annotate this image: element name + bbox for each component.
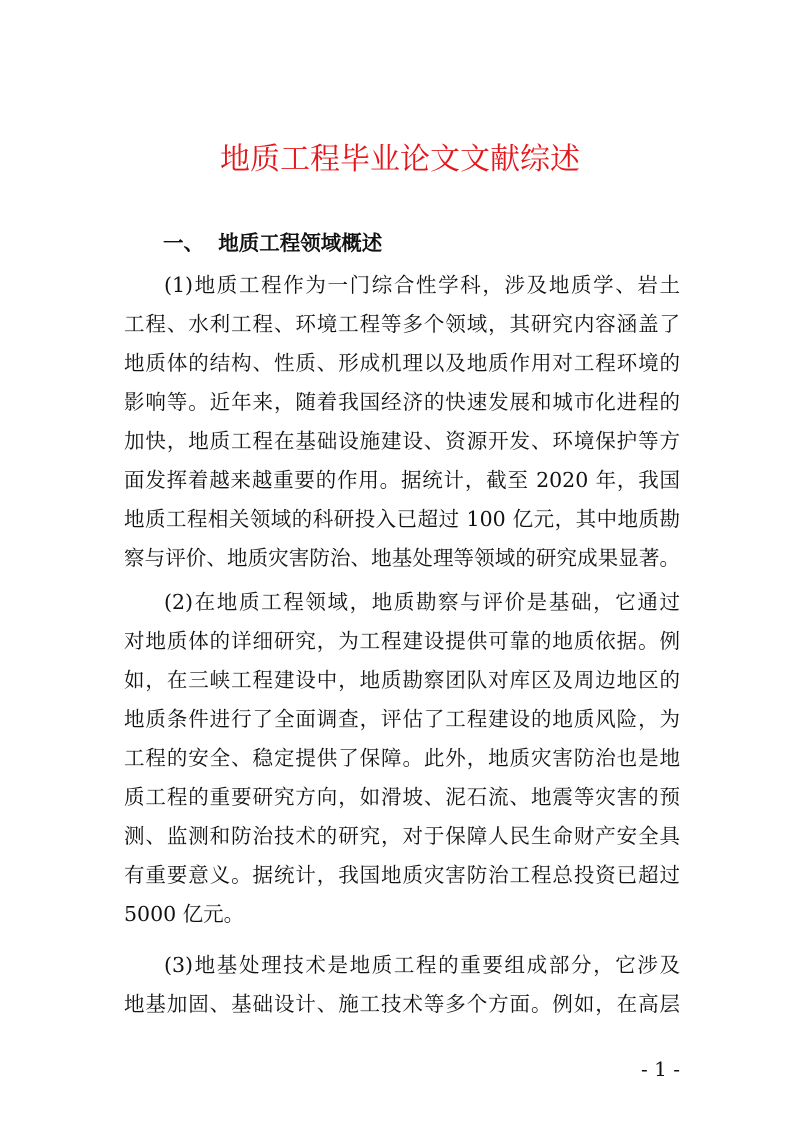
- paragraph-line: 测、监测和防治技术的研究，对于保障人民生命财产安全具: [124, 824, 680, 848]
- paragraph-line: (1)地质工程作为一门综合性学科，涉及地质学、岩土: [164, 273, 680, 297]
- paragraph-line: 工程的安全、稳定提供了保障。此外，地质灾害防治也是地: [124, 746, 680, 770]
- paragraph-line: 加快，地质工程在基础设施建设、资源开发、环境保护等方: [124, 429, 680, 453]
- document-title: 地质工程毕业论文文献综述: [220, 142, 580, 177]
- paragraph-line: (2)在地质工程领域，地质勘察与评价是基础，它通过: [164, 590, 680, 614]
- page-number: - 1 -: [641, 1057, 680, 1081]
- paragraph-line: (3)地基处理技术是地质工程的重要组成部分，它涉及: [164, 953, 680, 977]
- paragraph-line: 有重要意义。据统计，我国地质灾害防治工程总投资已超过: [124, 863, 680, 887]
- paragraph-line: 质工程的重要研究方向，如滑坡、泥石流、地震等灾害的预: [124, 785, 680, 809]
- paragraph-line: 地质体的结构、性质、形成机理以及地质作用对工程环境的: [124, 351, 680, 375]
- paragraph-line: 地基加固、基础设计、施工技术等多个方面。例如，在高层: [124, 992, 680, 1016]
- section-heading: 一、 地质工程领域概述: [163, 231, 383, 255]
- paragraph-line: 面发挥着越来越重要的作用。据统计，截至 2020 年，我国: [124, 468, 680, 492]
- paragraph-line: 工程、水利工程、环境工程等多个领域，其研究内容涵盖了: [124, 312, 680, 336]
- paragraph-line: 对地质体的详细研究，为工程建设提供可靠的地质依据。例: [124, 629, 680, 653]
- paragraph-line: 地质工程相关领域的科研投入已超过 100 亿元，其中地质勘: [124, 507, 680, 531]
- paragraph-line: 地质条件进行了全面调查，评估了工程建设的地质风险，为: [124, 707, 680, 731]
- paragraph-line: 如，在三峡工程建设中，地质勘察团队对库区及周边地区的: [124, 668, 680, 692]
- paragraph-line: 察与评价、地质灾害防治、地基处理等领域的研究成果显著。: [124, 546, 680, 570]
- paragraph-line: 5000 亿元。: [124, 902, 245, 926]
- paragraph-line: 影响等。近年来，随着我国经济的快速发展和城市化进程的: [124, 390, 680, 414]
